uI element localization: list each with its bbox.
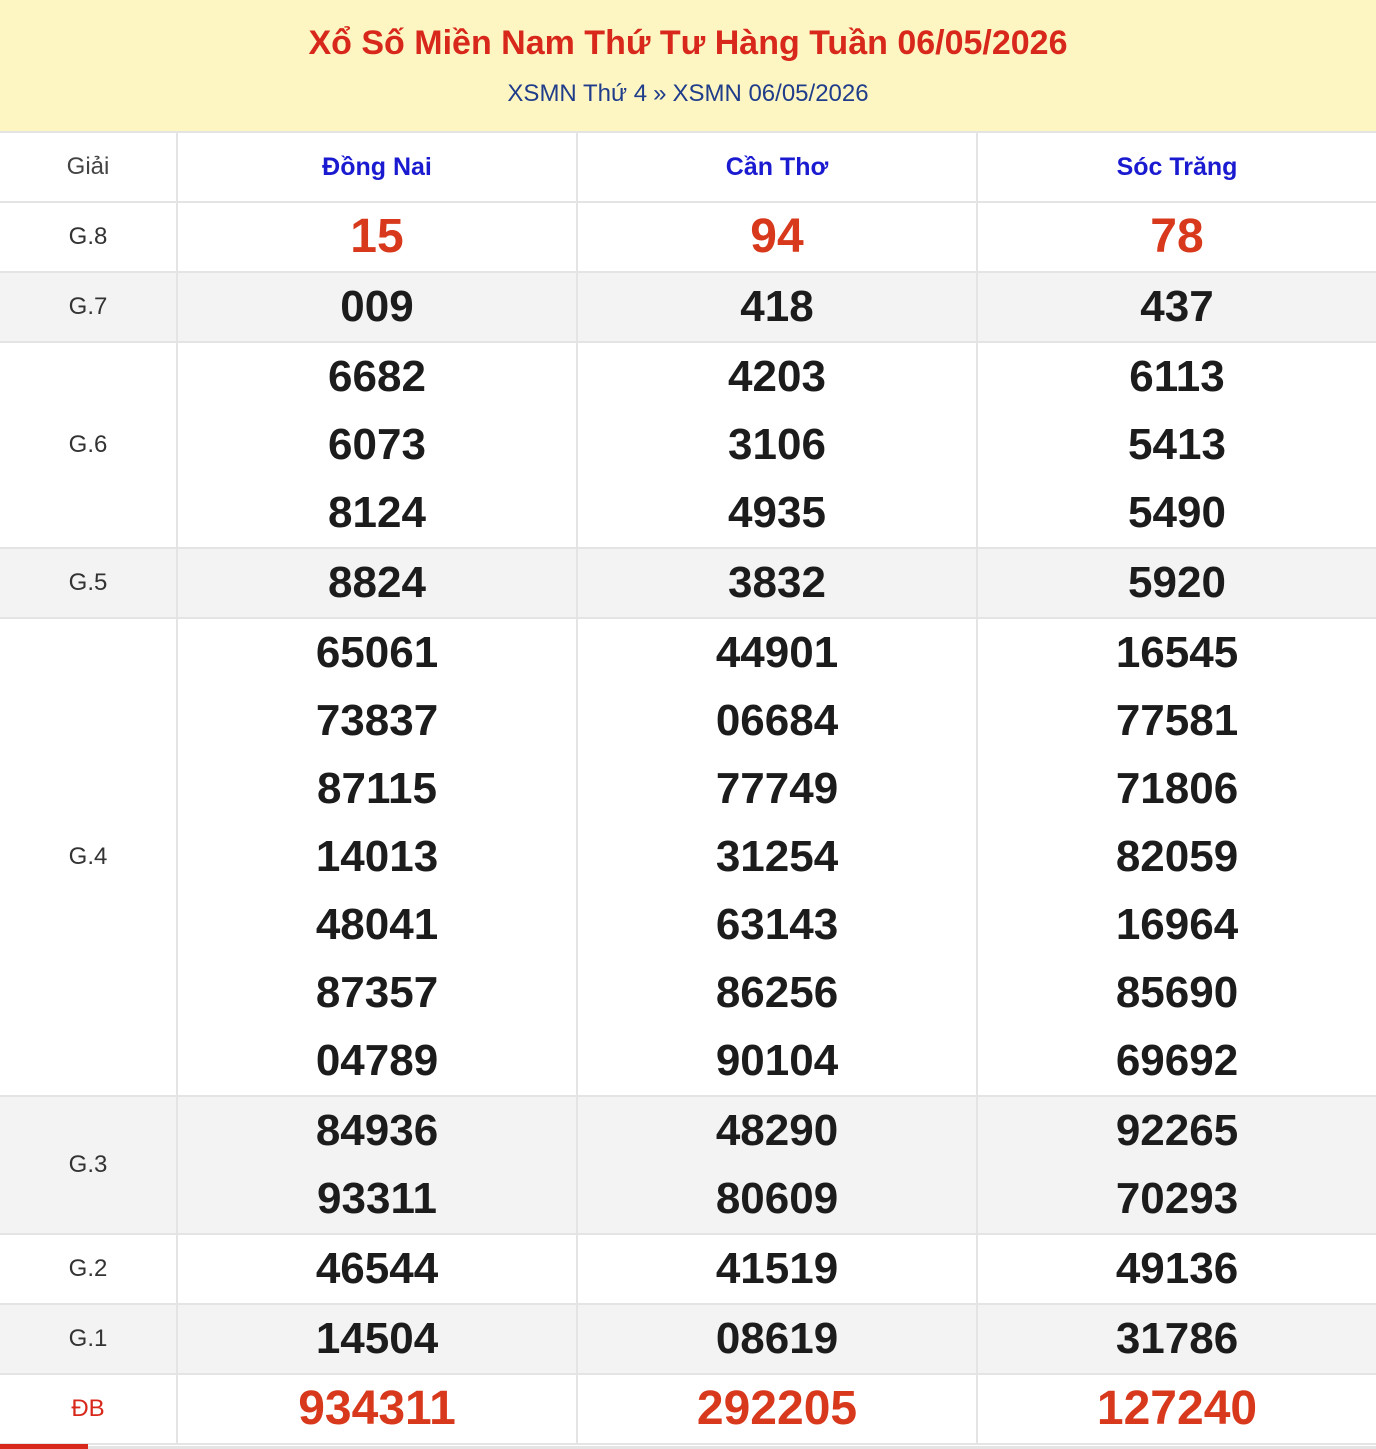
result-cell <box>177 618 577 1096</box>
prize-8-number: 94 <box>750 210 804 263</box>
result-cell <box>577 1096 977 1234</box>
prize-label: G.2 <box>0 1234 177 1304</box>
province-header-dong-nai[interactable]: Đồng Nai <box>177 132 577 202</box>
result-number: 31254 <box>715 832 839 881</box>
table-row <box>0 1234 1376 1304</box>
result-cell <box>177 202 577 272</box>
results-header <box>0 0 1376 132</box>
prize-label: G.6 <box>0 342 177 548</box>
result-cell <box>577 1304 977 1374</box>
result-number: 49136 <box>1115 1244 1239 1293</box>
breadcrumb-separator: » <box>653 80 667 107</box>
result-number: 77749 <box>715 764 839 813</box>
result-number: 8824 <box>328 558 426 607</box>
result-cell <box>177 1096 577 1234</box>
prize-column-header: Giải <box>0 132 177 202</box>
result-cell <box>177 1234 577 1304</box>
result-number: 90104 <box>715 1036 839 1085</box>
result-number: 93311 <box>317 1174 437 1223</box>
special-prize-number: 292205 <box>696 1382 858 1435</box>
result-number: 04789 <box>315 1036 439 1085</box>
result-number: 14013 <box>315 832 439 881</box>
result-cell <box>577 202 977 272</box>
result-cell <box>177 342 577 548</box>
prize-label: G.4 <box>0 618 177 1096</box>
result-number: 5920 <box>1128 558 1226 607</box>
result-cell <box>177 548 577 618</box>
result-cell <box>577 1374 977 1444</box>
result-cell <box>977 618 1376 1096</box>
table-row <box>0 1374 1376 1444</box>
result-number: 69692 <box>1115 1036 1239 1085</box>
result-number: 87357 <box>315 968 439 1017</box>
prize-label: ĐB <box>0 1374 177 1444</box>
table-row <box>0 548 1376 618</box>
prize-label: G.3 <box>0 1096 177 1234</box>
table-row <box>0 618 1376 1096</box>
table-row <box>0 272 1376 342</box>
special-prize-number: 127240 <box>1096 1382 1258 1435</box>
table-row <box>0 202 1376 272</box>
province-header-soc-trang[interactable]: Sóc Trăng <box>977 132 1376 202</box>
result-cell <box>977 272 1376 342</box>
prize-label: G.7 <box>0 272 177 342</box>
result-number: 82059 <box>1115 832 1239 881</box>
result-cell <box>977 1096 1376 1234</box>
result-number: 418 <box>740 282 814 331</box>
result-number: 8124 <box>328 488 426 537</box>
breadcrumb <box>0 80 1376 108</box>
result-cell <box>577 548 977 618</box>
result-cell <box>177 1304 577 1374</box>
result-number: 16545 <box>1115 628 1239 677</box>
result-number: 5413 <box>1128 420 1226 469</box>
result-number: 41519 <box>715 1244 839 1293</box>
result-number: 70293 <box>1115 1174 1239 1223</box>
result-cell <box>977 1374 1376 1444</box>
breadcrumb-link-date[interactable]: XSMN 06/05/2026 <box>672 80 869 107</box>
footer-accent-bar <box>0 1444 88 1449</box>
special-prize-number: 934311 <box>298 1382 456 1435</box>
result-number: 3832 <box>728 558 826 607</box>
result-cell <box>577 618 977 1096</box>
prize-label: G.8 <box>0 202 177 272</box>
result-cell <box>977 1234 1376 1304</box>
prize-8-number: 78 <box>1150 210 1204 263</box>
result-number: 80609 <box>715 1174 839 1223</box>
breadcrumb-link-thu4[interactable]: XSMN Thứ 4 <box>507 80 648 107</box>
result-number: 4935 <box>728 488 826 537</box>
result-cell <box>177 1374 577 1444</box>
result-number: 92265 <box>1115 1106 1239 1155</box>
result-cell <box>977 548 1376 618</box>
page-title: Xổ Số Miền Nam Thứ Tư Hàng Tuần 06/05/2026 <box>308 24 1068 62</box>
result-cell <box>577 272 977 342</box>
result-number: 85690 <box>1115 968 1239 1017</box>
result-number: 6113 <box>1129 352 1225 401</box>
result-number: 46544 <box>315 1244 439 1293</box>
result-number: 73837 <box>315 696 439 745</box>
results-table <box>0 131 1376 1445</box>
result-number: 009 <box>340 282 414 331</box>
result-number: 86256 <box>715 968 839 1017</box>
result-number: 5490 <box>1128 488 1226 537</box>
result-number: 3106 <box>728 420 826 469</box>
result-cell <box>577 342 977 548</box>
result-number: 08619 <box>715 1314 839 1363</box>
table-header-row <box>0 132 1376 202</box>
result-cell <box>977 342 1376 548</box>
result-cell <box>577 1234 977 1304</box>
result-number: 437 <box>1140 282 1214 331</box>
prize-8-number: 15 <box>350 210 404 263</box>
prize-label: G.5 <box>0 548 177 618</box>
result-number: 31786 <box>1115 1314 1239 1363</box>
result-number: 71806 <box>1115 764 1239 813</box>
table-row <box>0 1096 1376 1234</box>
result-number: 06684 <box>715 696 839 745</box>
result-number: 6073 <box>328 420 426 469</box>
result-cell <box>977 202 1376 272</box>
result-number: 77581 <box>1115 696 1239 745</box>
result-number: 63143 <box>715 900 839 949</box>
result-number: 4203 <box>728 352 826 401</box>
result-number: 87115 <box>317 764 437 813</box>
result-cell <box>177 272 577 342</box>
result-number: 14504 <box>315 1314 439 1363</box>
result-number: 44901 <box>715 628 839 677</box>
result-cell <box>977 1304 1376 1374</box>
result-number: 48041 <box>315 900 439 949</box>
result-number: 65061 <box>315 628 439 677</box>
result-number: 16964 <box>1115 900 1239 949</box>
result-number: 6682 <box>328 352 426 401</box>
prize-label: G.1 <box>0 1304 177 1374</box>
table-row <box>0 1304 1376 1374</box>
table-row <box>0 342 1376 548</box>
result-number: 48290 <box>715 1106 839 1155</box>
province-header-can-tho[interactable]: Cần Thơ <box>577 132 977 202</box>
result-number: 84936 <box>315 1106 439 1155</box>
